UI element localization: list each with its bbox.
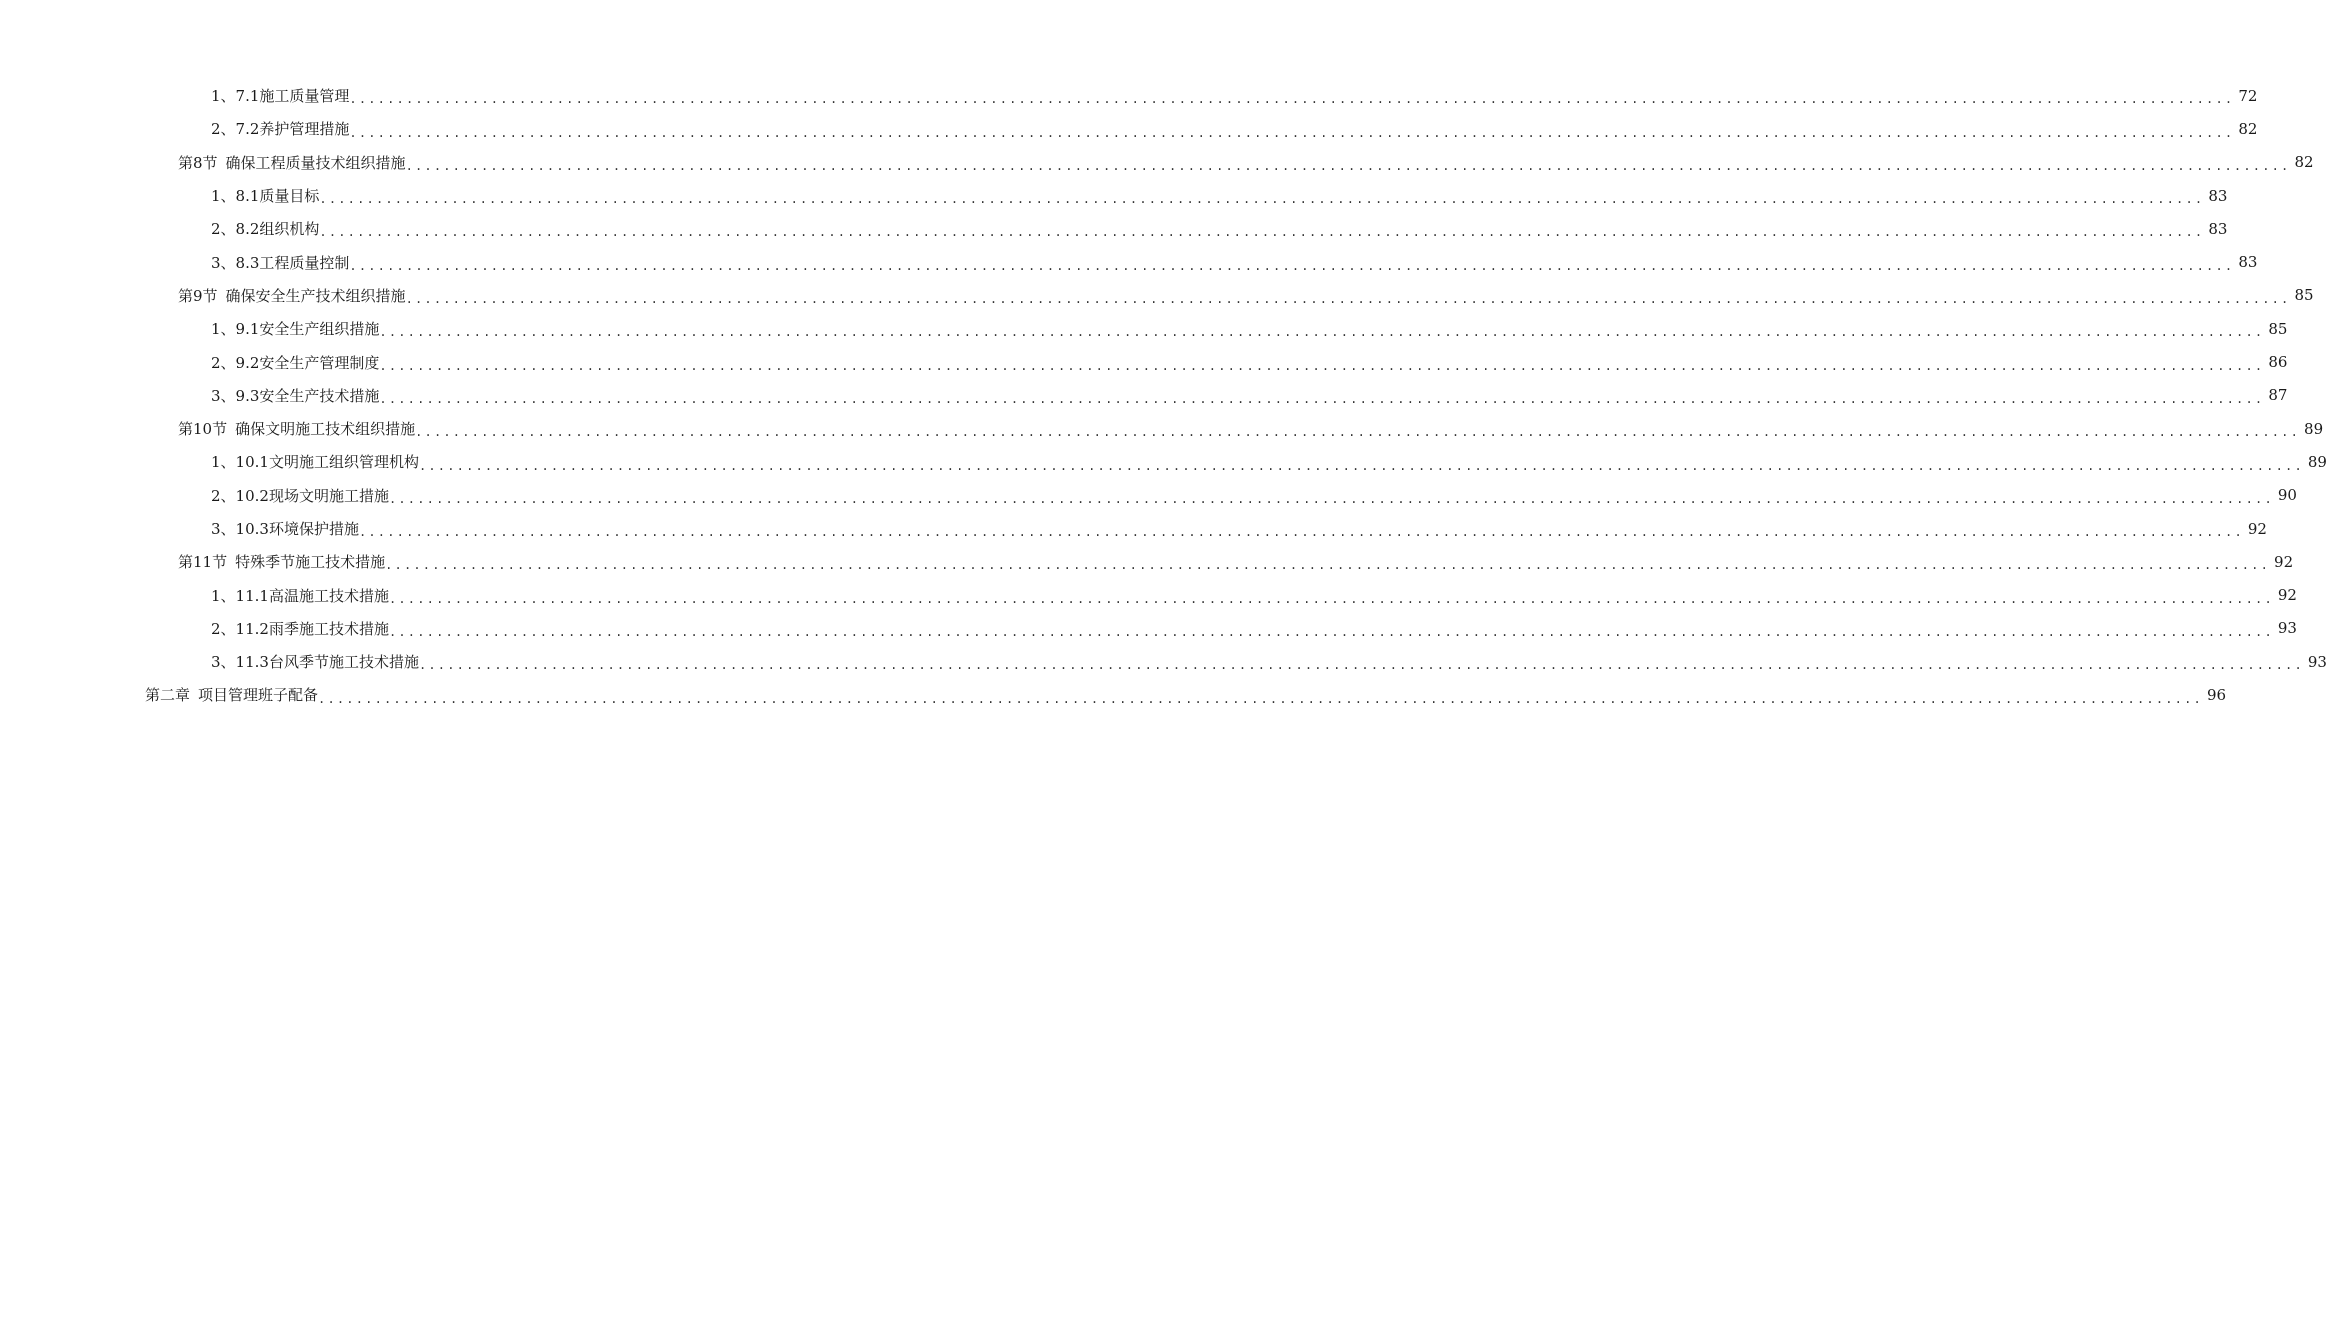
toc-entry-page-number: 89 [2307, 452, 2327, 471]
toc-entry[interactable] [0, 79, 2258, 112]
toc-entry-number: 第8节 [178, 153, 218, 172]
toc-entry[interactable] [0, 112, 2258, 145]
toc-entry-page-number: 92 [2247, 519, 2267, 538]
toc-entry-page-number: 85 [2294, 286, 2314, 305]
toc-entry[interactable] [0, 279, 2314, 312]
toc-entry-number: 1、 [211, 320, 236, 339]
toc-entry-number: 3、 [211, 386, 236, 405]
toc-entry-title: 10.1文明施工组织管理机构 [235, 453, 419, 472]
toc-entry-number: 1、 [211, 586, 236, 605]
toc-entry[interactable] [0, 146, 2314, 179]
toc-entry-number: 2、 [211, 220, 236, 239]
toc-dot-leader: ........................................................................................................................................................................................................ [388, 625, 2274, 640]
toc-dot-leader: ........................................................................................................................................................................................................ [379, 358, 2265, 373]
toc-entry-title: 10.2现场文明施工措施 [235, 486, 389, 505]
toc-dot-leader: ........................................................................................................................................................................................................ [349, 125, 2235, 140]
toc-entry-page-number: 82 [2238, 119, 2258, 138]
table-of-contents [0, 79, 2327, 712]
toc-entry-title: 确保工程质量技术组织措施 [225, 153, 406, 172]
toc-dot-leader: ........................................................................................................................................................................................................ [405, 292, 2291, 307]
toc-entry[interactable] [0, 578, 2297, 611]
toc-entry-title: 7.1施工质量管理 [235, 87, 350, 106]
toc-entry-number: 2、 [211, 486, 236, 505]
toc-dot-leader: ........................................................................................................................................................................................................ [385, 558, 2271, 573]
toc-entry-page-number: 90 [2277, 486, 2297, 505]
toc-dot-leader: ........................................................................................................................................................................................................ [415, 425, 2301, 440]
toc-dot-leader: ........................................................................................................................................................................................................ [319, 225, 2205, 240]
toc-entry[interactable] [0, 412, 2324, 445]
toc-entry-number: 3、 [211, 253, 236, 272]
toc-dot-leader: ........................................................................................................................................................................................................ [379, 391, 2265, 406]
toc-dot-leader: ........................................................................................................................................................................................................ [418, 658, 2304, 673]
toc-entry-title: 确保安全生产技术组织措施 [225, 286, 406, 305]
toc-entry[interactable] [0, 379, 2288, 412]
toc-entry-page-number: 86 [2268, 353, 2288, 372]
toc-entry-page-number: 83 [2208, 219, 2228, 238]
toc-entry-title: 11.3台风季节施工技术措施 [235, 653, 419, 672]
toc-entry-number: 第10节 [178, 420, 228, 439]
toc-entry-page-number: 93 [2307, 652, 2327, 671]
toc-entry-number: 第二章 [145, 686, 191, 705]
toc-entry-number: 2、 [211, 619, 236, 638]
toc-entry-page-number: 92 [2277, 586, 2297, 605]
toc-dot-leader: ........................................................................................................................................................................................................ [318, 691, 2203, 706]
toc-entry-title: 9.1安全生产组织措施 [235, 320, 380, 339]
toc-entry-page-number: 83 [2238, 253, 2258, 272]
toc-entry-page-number: 93 [2277, 619, 2297, 638]
toc-dot-leader: ........................................................................................................................................................................................................ [349, 258, 2235, 273]
toc-dot-leader: ........................................................................................................................................................................................................ [358, 525, 2244, 540]
toc-entry-title: 8.1质量目标 [235, 187, 320, 206]
toc-dot-leader: ........................................................................................................................................................................................................ [405, 158, 2291, 173]
toc-entry-page-number: 85 [2268, 319, 2288, 338]
toc-entry-title: 8.2组织机构 [235, 220, 320, 239]
toc-dot-leader: ........................................................................................................................................................................................................ [418, 458, 2304, 473]
toc-entry-number: 第11节 [178, 553, 228, 572]
toc-entry-number: 1、 [211, 87, 236, 106]
toc-entry-title: 9.2安全生产管理制度 [235, 353, 380, 372]
toc-dot-leader: ........................................................................................................................................................................................................ [349, 92, 2235, 107]
toc-entry-title: 8.3工程质量控制 [235, 253, 350, 272]
toc-entry-number: 1、 [211, 187, 236, 206]
toc-entry-page-number: 89 [2304, 419, 2324, 438]
toc-entry[interactable] [0, 612, 2297, 645]
toc-dot-leader: ........................................................................................................................................................................................................ [388, 491, 2274, 506]
toc-entry-page-number: 96 [2206, 685, 2227, 704]
toc-entry-title: 确保文明施工技术组织措施 [235, 420, 416, 439]
toc-entry[interactable] [0, 212, 2228, 245]
toc-entry-title: 项目管理班子配备 [198, 686, 319, 705]
toc-entry-number: 3、 [211, 520, 236, 538]
toc-entry-page-number: 92 [2274, 552, 2294, 571]
toc-entry[interactable] [0, 479, 2297, 512]
toc-entry[interactable] [0, 179, 2228, 212]
toc-entry[interactable] [0, 345, 2288, 378]
toc-entry[interactable] [0, 645, 2327, 678]
toc-entry-title: 9.3安全生产技术措施 [235, 386, 380, 405]
toc-entry-number: 2、 [211, 120, 236, 139]
toc-dot-leader: ........................................................................................................................................................................................................ [388, 591, 2274, 606]
toc-dot-leader: ........................................................................................................................................................................................................ [319, 192, 2205, 207]
toc-entry-title: 11.1高温施工技术措施 [235, 586, 389, 605]
toc-entry-title: 特殊季节施工技术措施 [235, 553, 386, 572]
toc-entry[interactable] [0, 312, 2288, 345]
toc-dot-leader: ........................................................................................................................................................................................................ [379, 325, 2265, 340]
toc-entry-page-number: 72 [2238, 86, 2258, 105]
toc-entry[interactable] [0, 512, 2267, 545]
toc-entry-page-number: 87 [2268, 386, 2288, 405]
toc-entry-number: 3、 [211, 653, 236, 672]
toc-entry-page-number: 82 [2294, 153, 2314, 172]
toc-entry-number: 第9节 [178, 286, 218, 305]
toc-entry[interactable] [0, 445, 2327, 478]
toc-entry-page-number: 83 [2208, 186, 2228, 205]
toc-entry-number: 1、 [211, 453, 236, 472]
toc-entry-title: 11.2雨季施工技术措施 [235, 619, 389, 638]
toc-entry[interactable] [0, 545, 2294, 578]
toc-entry-title: 10.3环境保护措施 [235, 520, 359, 538]
toc-entry[interactable] [0, 245, 2258, 278]
toc-entry-title: 7.2养护管理措施 [235, 120, 350, 139]
toc-entry-number: 2、 [211, 353, 236, 372]
toc-entry[interactable] [0, 678, 2227, 711]
